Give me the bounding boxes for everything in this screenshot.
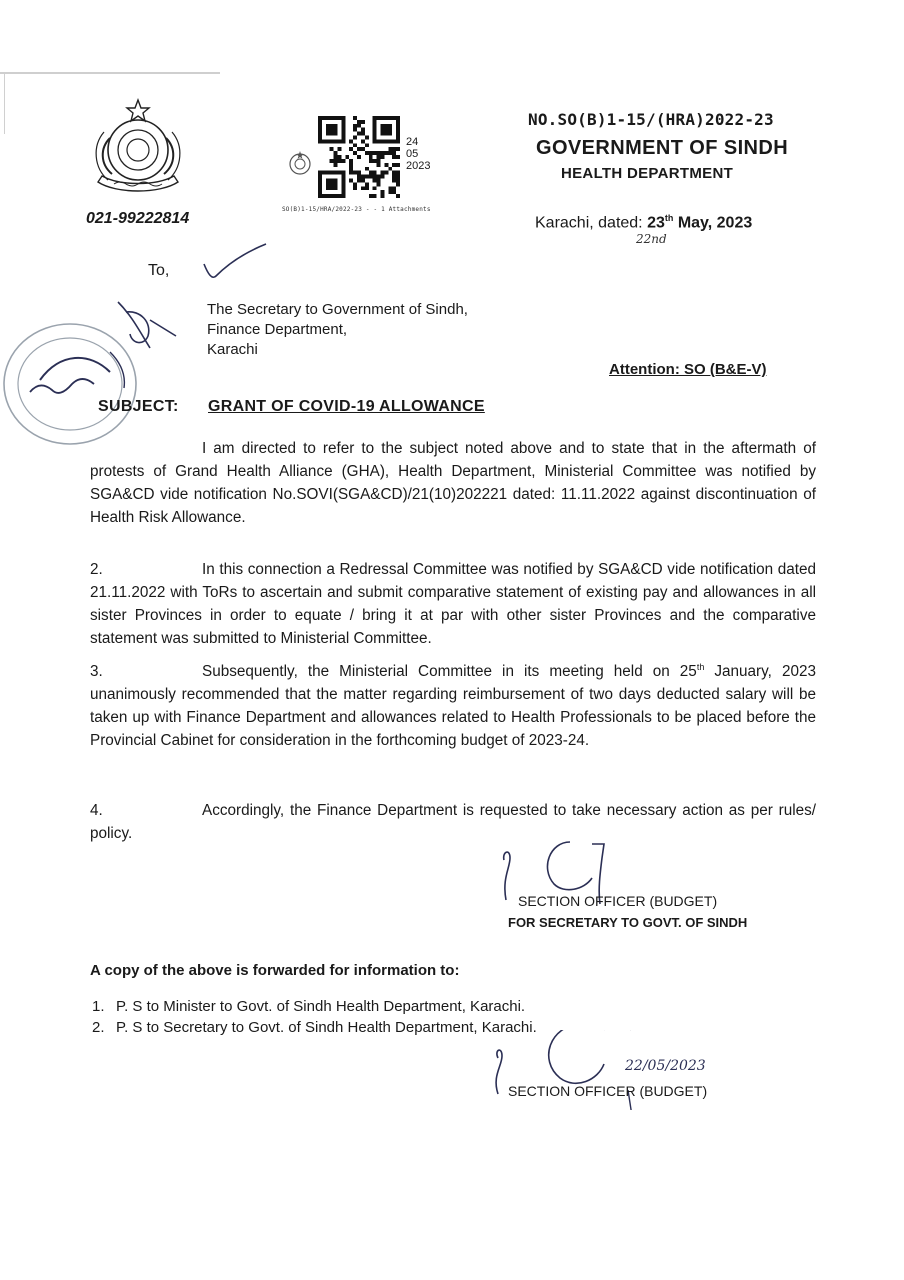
letter-date: Karachi, dated: 23th May, 2023 <box>535 213 753 232</box>
sindh-government-logo <box>86 98 190 198</box>
phone-number: 021-99222814 <box>86 210 190 227</box>
attention-line: Attention: SO (B&E-V) <box>609 361 767 378</box>
list-item: 2. P. S to Secretary to Govt. of Sindh Health Department, Karachi. <box>92 1019 537 1036</box>
qr-date: 24 05 2023 <box>406 136 431 172</box>
subject-label: SUBJECT: <box>98 398 179 415</box>
paragraph-4: 4. Accordingly, the Finance Department is requested to take necessary action as per rules/ policy. <box>90 802 816 842</box>
qr-caption: SO(B)1-15/HRA/2022-23 - - 1 Attachments <box>282 206 431 213</box>
handwritten-date: 22nd <box>636 232 667 246</box>
small-seal-icon <box>286 150 314 178</box>
subject-value: GRANT OF COVID-19 ALLOWANCE <box>208 398 485 415</box>
pen-tick-mark <box>200 240 270 284</box>
qr-code <box>318 116 400 198</box>
address-line: Karachi <box>207 341 258 358</box>
paragraph-1: I am directed to refer to the subject noted above and to state that in the aftermath of protests of Grand Health Alliance (GHA), Health Department, Ministerial Committee was notified by SGA&CD vide notification No.SOVI(SGA&CD)/21(10)202221 dated: 11.11.2022 against discontinuation of Health Risk Allowance. <box>90 440 816 526</box>
list-item: 1. P. S to Minister to Govt. of Sindh Health Department, Karachi. <box>92 998 526 1015</box>
handwritten-date-2: 22/05/2023 <box>625 1058 706 1074</box>
signatory-title: SECTION OFFICER (BUDGET) <box>518 893 718 909</box>
to-label: To, <box>148 262 170 279</box>
signatory-title-2: SECTION OFFICER (BUDGET) <box>508 1083 708 1099</box>
scan-edge-line-left <box>4 74 5 134</box>
government-title: GOVERNMENT OF SINDH <box>536 137 789 159</box>
address-line: The Secretary to Government of Sindh, <box>207 301 468 318</box>
paragraph-3: 3. Subsequently, the Ministerial Committee in its meeting held on 25th January, 2023 unanimously recommended that the matter regarding reimbursement of two days deducted salary will be taken up with Finance Department and allowances related to Health Professionals to be placed before the Provincial Cabinet for consideration in the forthcoming budget of 2023-24. <box>90 662 816 750</box>
copy-heading: A copy of the above is forwarded for information to: <box>90 962 460 979</box>
department-title: HEALTH DEPARTMENT <box>561 165 734 182</box>
scan-edge-line <box>0 72 220 74</box>
reference-number: NO.SO(B)1-15/(HRA)2022-23 <box>528 110 774 129</box>
address-line: Finance Department, <box>207 321 348 338</box>
paragraph-2: 2. In this connection a Redressal Committee was notified by SGA&CD vide notification dated 21.11.2022 with ToRs to ascertain and submit comparative statement of existing pay and allowances in all sister Provinces in order to equate / bring it at par with other sister Provinces and the comparative statement was submitted to Ministerial Committee. <box>90 561 816 647</box>
recipient-address <box>207 300 468 360</box>
signatory-for: FOR SECRETARY TO GOVT. OF SINDH <box>508 915 748 930</box>
copy-list <box>92 996 537 1038</box>
